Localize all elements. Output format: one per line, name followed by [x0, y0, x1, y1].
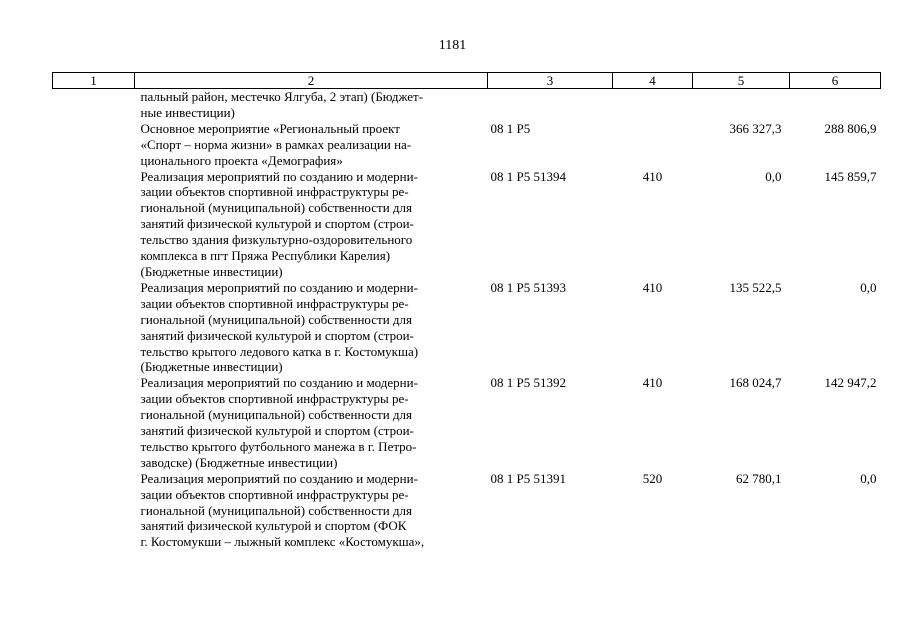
column-header-2: 2 [135, 73, 488, 89]
column-header-4: 4 [613, 73, 693, 89]
description-line: зации объектов спортивной инфраструктуры ре- [140, 184, 409, 200]
cell-amount-col5: 366 327,3 [729, 120, 782, 136]
cell-amount-col5: 168 024,7 [729, 375, 782, 391]
table-row [53, 121, 881, 169]
cell-amount-col6: 142 947,2 [824, 375, 877, 391]
description-line: ционального проекта «Демография» [140, 152, 343, 168]
cell-amount-col6 [790, 89, 881, 121]
cell-col1 [53, 280, 135, 375]
cell-expense-type: 520 [642, 470, 663, 486]
description-line: занятий физической культурой и спортом (строи- [140, 327, 414, 343]
table-row [53, 89, 881, 121]
description-line: тельство здания физкультурно-оздоровительного [140, 232, 413, 248]
cell-amount-col6: 145 859,7 [824, 168, 877, 184]
description-line: занятий физической культурой и спортом (ФОК [140, 518, 407, 534]
description-line: Основное мероприятие «Региональный проект [140, 120, 400, 136]
cell-description [135, 169, 488, 280]
table-body [53, 89, 881, 551]
cell-amount-col6: 288 806,9 [824, 120, 877, 136]
cell-description [135, 471, 488, 551]
cell-amount-col5: 135 522,5 [729, 279, 782, 295]
description-line: занятий физической культурой и спортом (строи- [140, 423, 414, 439]
table-row [53, 471, 881, 551]
description-line: тельство крытого футбольного манежа в г. Петро- [140, 438, 417, 454]
cell-amount-col5: 0,0 [765, 168, 782, 184]
cell-target-code: 08 1 P5 51391 [490, 470, 566, 486]
cell-col1 [53, 121, 135, 169]
table-header-row [53, 73, 881, 89]
budget-table [52, 72, 881, 550]
cell-target-code [488, 89, 613, 121]
cell-col1 [53, 471, 135, 551]
cell-amount-col6: 0,0 [860, 470, 877, 486]
cell-expense-type [613, 89, 693, 121]
cell-target-code: 08 1 P5 51394 [490, 168, 566, 184]
description-line: гиональной (муниципальной) собственности для [140, 502, 412, 518]
cell-amount-col5: 62 780,1 [736, 470, 782, 486]
description-line: тельство крытого ледового катка в г. Костомукша) [140, 343, 419, 359]
description-line: комплекса в пгт Пряжа Республики Карелия) [140, 248, 391, 264]
cell-target-code: 08 1 P5 [490, 120, 531, 136]
cell-description [135, 89, 488, 121]
table-row [53, 280, 881, 375]
description-line: г. Костомукши – лыжный комплекс «Костомукша», [140, 534, 425, 550]
table-row [53, 375, 881, 470]
column-header-3: 3 [488, 73, 613, 89]
description-line: зации объектов спортивной инфраструктуры ре- [140, 391, 409, 407]
cell-amount-col6: 0,0 [860, 279, 877, 295]
cell-col1 [53, 89, 135, 121]
description-line: гиональной (муниципальной) собственности для [140, 407, 412, 423]
description-line: ные инвестиции) [140, 104, 235, 120]
description-line: гиональной (муниципальной) собственности для [140, 311, 412, 327]
description-line: (Бюджетные инвестиции) [140, 263, 283, 279]
cell-expense-type: 410 [642, 168, 663, 184]
cell-description [135, 121, 488, 169]
cell-expense-type [613, 121, 693, 169]
description-line: Реализация мероприятий по созданию и модерни- [140, 375, 418, 391]
page-number: 1181 [438, 38, 467, 53]
description-line: зации объектов спортивной инфраструктуры ре- [140, 295, 409, 311]
description-line: зации объектов спортивной инфраструктуры ре- [140, 486, 409, 502]
cell-description [135, 280, 488, 375]
cell-description [135, 375, 488, 470]
cell-col1 [53, 375, 135, 470]
description-line: Реализация мероприятий по созданию и модерни- [140, 470, 418, 486]
description-line: «Спорт – норма жизни» в рамках реализации на- [140, 136, 412, 152]
column-header-1: 1 [53, 73, 135, 89]
column-header-6: 6 [790, 73, 881, 89]
description-line: (Бюджетные инвестиции) [140, 359, 283, 375]
cell-target-code: 08 1 P5 51393 [490, 279, 566, 295]
cell-col1 [53, 169, 135, 280]
description-line: гиональной (муниципальной) собственности для [140, 200, 412, 216]
description-line: Реализация мероприятий по созданию и модерни- [140, 279, 418, 295]
description-line: заводске) (Бюджетные инвестиции) [140, 454, 338, 470]
cell-expense-type: 410 [642, 375, 663, 391]
description-line: Реализация мероприятий по созданию и модерни- [140, 168, 418, 184]
cell-expense-type: 410 [642, 279, 663, 295]
description-line: пальный район, местечко Ялгуба, 2 этап) (Бюджет- [140, 89, 424, 104]
cell-amount-col5 [693, 89, 790, 121]
column-header-5: 5 [693, 73, 790, 89]
cell-target-code: 08 1 P5 51392 [490, 375, 566, 391]
table-row [53, 169, 881, 280]
description-line: занятий физической культурой и спортом (строи- [140, 216, 414, 232]
